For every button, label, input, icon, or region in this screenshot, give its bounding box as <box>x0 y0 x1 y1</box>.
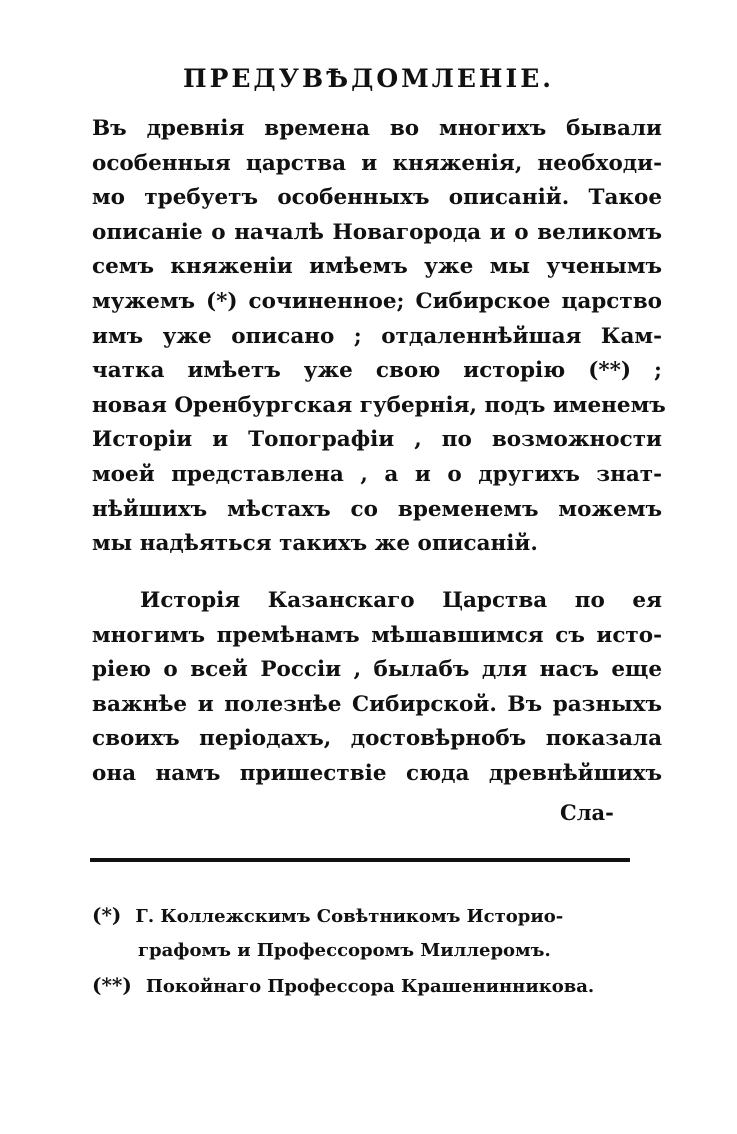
text-line: чатка имѣетъ уже свою исторію (**) ; <box>92 358 662 384</box>
footnote-mark: (**) <box>92 973 132 997</box>
footnote-1-continuation: графомъ и Профессоромъ Миллеромъ. <box>138 940 551 961</box>
text-line: она намъ пришествіе сюда древнѣйшихъ <box>92 760 662 786</box>
text-line: описаніе о началѣ Новагорода и о великомъ <box>92 219 662 245</box>
text-line: многимъ премѣнамъ мѣшавшимся съ исто- <box>92 622 662 648</box>
text-line: Въ древнія времена во многихъ бывали <box>92 116 662 141</box>
footnote-2 <box>92 968 637 1004</box>
footnote-text: Г. Коллежскимъ Совѣтникомъ Историо- <box>135 906 564 927</box>
paragraph-1 <box>92 112 666 562</box>
text-line: своихъ періодахъ, достовѣрнобъ показала <box>92 726 662 752</box>
text-line: важнѣе и полезнѣе Сибирской. Въ разныхъ <box>92 691 662 717</box>
footnote-mark: (*) <box>92 903 122 927</box>
footnote-1 <box>92 898 637 934</box>
footnote-text: Покойнаго Профессора Крашенинникова. <box>145 976 595 997</box>
paragraph-2 <box>92 584 662 792</box>
text-line: мо требуетъ особенныхъ описаній. Такое <box>92 185 662 211</box>
text-line: Исторія Казанскаго Царства по ея <box>140 588 662 613</box>
page-heading: ПРЕДУВѢДОМЛЕНІЕ. <box>182 64 555 93</box>
text-line: мужемъ (*) сочиненное; Сибирское царство <box>92 288 662 314</box>
catchword: Сла- <box>560 800 614 825</box>
text-line: мы надѣяться такихъ же описаній. <box>92 531 538 557</box>
text-line: ріею о всей Россіи , былабъ для насъ еще <box>92 657 662 683</box>
text-line: особенныя царства и княженія, необходи- <box>92 150 662 176</box>
text-line: новая Оренбургская губернія, подъ именемъ <box>92 392 666 418</box>
text-line: имъ уже описано ; отдаленнѣйшая Кам- <box>92 323 662 349</box>
text-line: Исторіи и Топографіи , по возможности <box>92 427 662 453</box>
text-line: нѣйшихъ мѣстахъ со временемъ можемъ <box>92 496 662 522</box>
text-line: моей представлена , а и о другихъ знат- <box>92 461 662 487</box>
footnotes <box>92 898 637 1004</box>
text-line: семъ княженіи имѣемъ уже мы ученымъ <box>92 254 662 280</box>
footnote-divider <box>90 858 630 862</box>
